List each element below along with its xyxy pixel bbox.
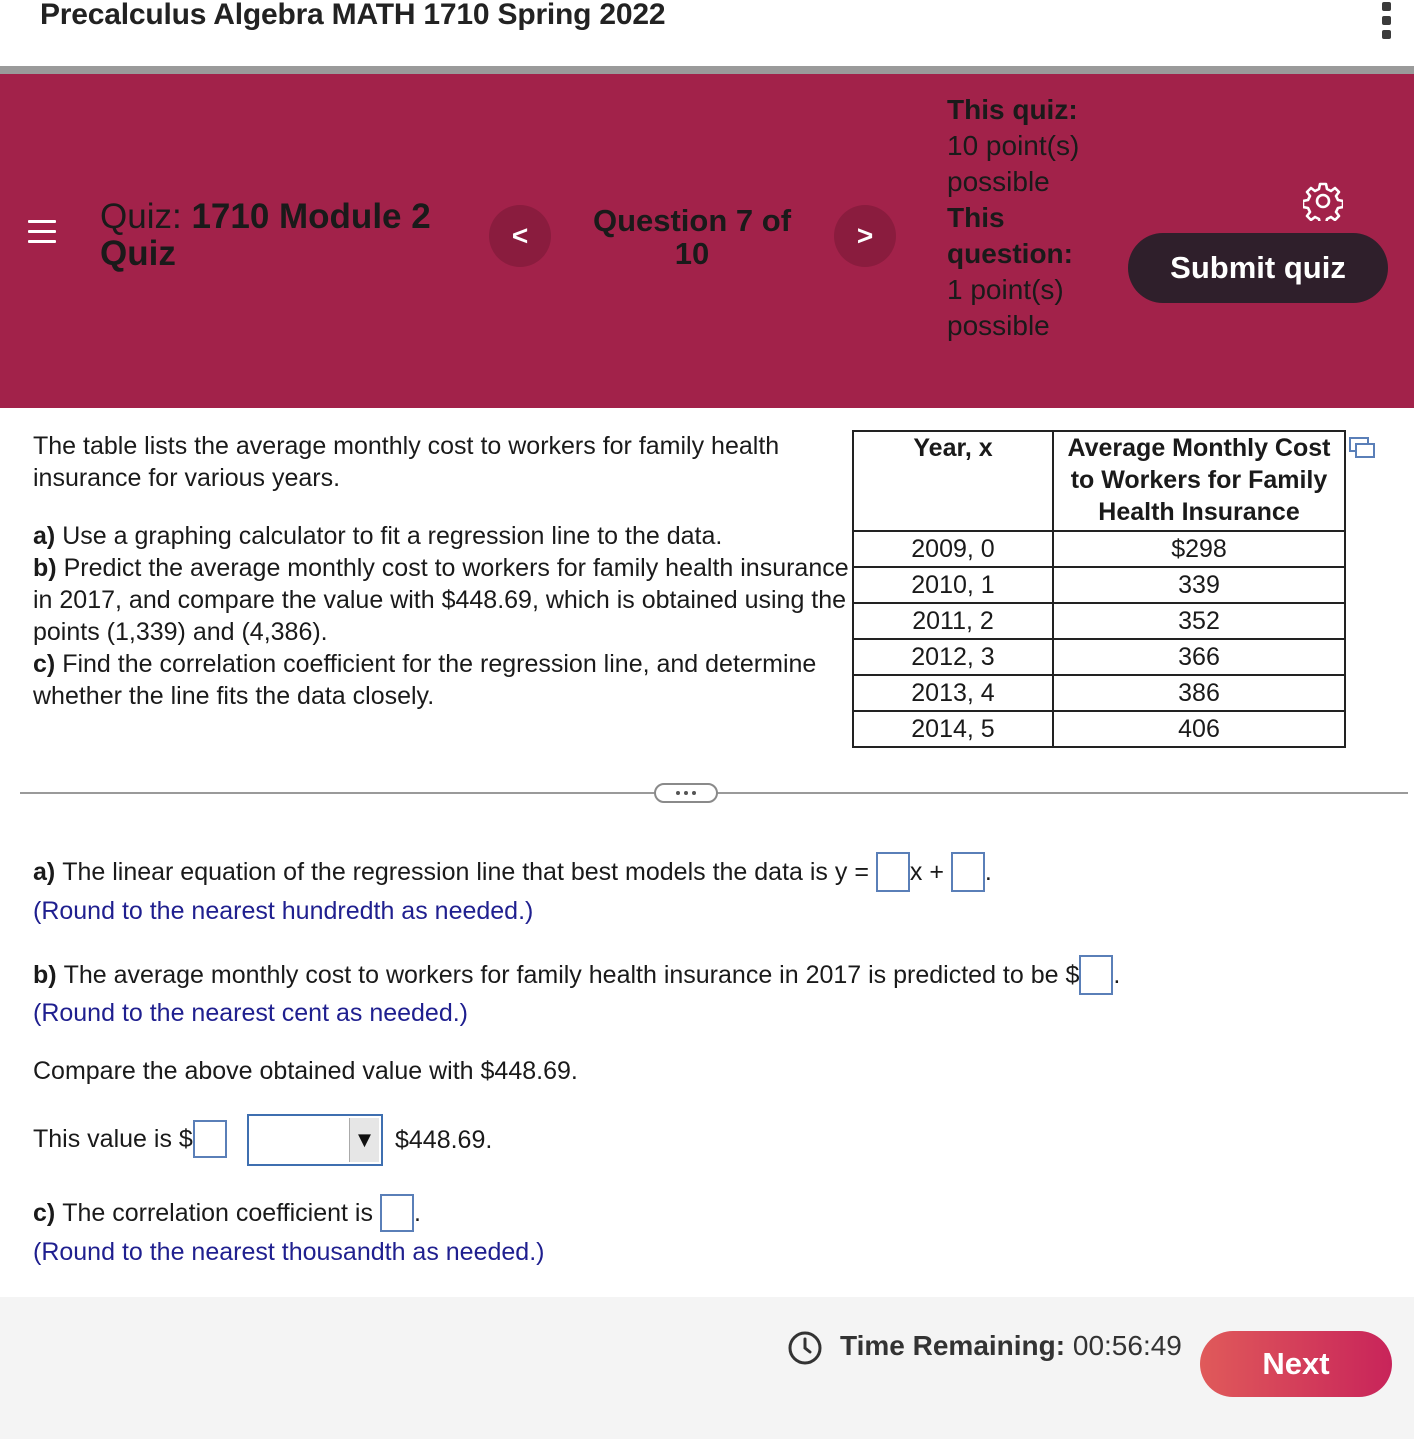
correlation-input[interactable]	[380, 1194, 414, 1232]
problem-intro: The table lists the average monthly cost to workers for family health insurance for various years.	[33, 432, 780, 492]
answer-c-hint: (Round to the nearest thousandth as needed.)	[33, 1238, 545, 1266]
next-question-button[interactable]	[834, 205, 896, 267]
problem-part-c: c) Find the correlation coefficient for the regression line, and determine whether the line fits the data closely.	[33, 650, 817, 710]
data-table	[852, 430, 1346, 748]
answer-b-end: .	[1113, 960, 1121, 989]
quiz-name: 1710 Module 2 Quiz	[100, 197, 431, 273]
table-row	[853, 603, 1345, 639]
answer-b-text: The average monthly cost to workers for family health insurance in 2017 is predicted to be $	[63, 960, 1080, 989]
chevron-right-icon: >	[856, 220, 874, 251]
answer-part-a	[33, 852, 992, 892]
points-info	[947, 92, 1107, 344]
more-options-icon[interactable]	[1382, 2, 1392, 39]
compare-value-input[interactable]	[193, 1120, 227, 1158]
clock-icon	[787, 1330, 823, 1366]
compare-text: Compare the above obtained value with $448.69.	[33, 1057, 578, 1085]
settings-gear-icon[interactable]	[1303, 181, 1343, 221]
question-counter: Question 7 of 10	[592, 203, 792, 271]
question-points-value: 1 point(s) possible	[947, 274, 1064, 341]
table-cell-year: 2014, 5	[853, 711, 1053, 747]
intercept-input[interactable]	[951, 852, 985, 892]
copy-table-icon[interactable]	[1349, 437, 1375, 459]
answer-c-label: c)	[33, 1198, 56, 1227]
table-cell-cost: 339	[1053, 567, 1345, 603]
dropdown-arrow-icon[interactable]: ▼	[349, 1118, 379, 1162]
chevron-left-icon: <	[511, 220, 529, 251]
quiz-points-value: 10 point(s) possible	[947, 130, 1080, 197]
table-row	[853, 639, 1345, 675]
answer-a-mid: x +	[909, 857, 944, 886]
table-row	[853, 675, 1345, 711]
table-cell-year: 2012, 3	[853, 639, 1053, 675]
table-cell-cost: 366	[1053, 639, 1345, 675]
slope-input[interactable]	[876, 852, 910, 892]
problem-part-a: a) Use a graphing calculator to fit a regression line to the data.	[33, 522, 723, 550]
time-remaining	[840, 1330, 1182, 1362]
answer-part-b	[33, 955, 1120, 995]
submit-quiz-button[interactable]: Submit quiz	[1128, 233, 1388, 303]
table-cell-cost: 406	[1053, 711, 1345, 747]
problem-statement	[33, 430, 853, 712]
time-remaining-label: Time Remaining:	[840, 1330, 1066, 1361]
table-cell-cost: 352	[1053, 603, 1345, 639]
table-row	[853, 531, 1345, 567]
table-cell-year: 2013, 4	[853, 675, 1053, 711]
answer-a-hint: (Round to the nearest hundredth as needed.)	[33, 897, 534, 925]
answer-c-end: .	[413, 1198, 421, 1227]
course-title: Precalculus Algebra MATH 1710 Spring 2022	[40, 0, 666, 31]
next-button[interactable]: Next	[1200, 1331, 1392, 1397]
time-remaining-value: 00:56:49	[1072, 1330, 1182, 1361]
answer-b-label: b)	[33, 960, 57, 989]
table-row	[853, 711, 1345, 747]
table-header-year: Year, x	[853, 431, 1053, 531]
answer-part-c	[33, 1194, 421, 1232]
answer-b-hint: (Round to the nearest cent as needed.)	[33, 999, 469, 1027]
table-cell-cost: 386	[1053, 675, 1345, 711]
previous-question-button[interactable]	[489, 205, 551, 267]
comparison-dropdown[interactable]	[247, 1114, 383, 1166]
answer-a-label: a)	[33, 857, 56, 886]
table-row	[853, 567, 1345, 603]
compare-row	[33, 1120, 227, 1158]
predicted-cost-input[interactable]	[1079, 955, 1113, 995]
question-points-label: This question:	[947, 202, 1073, 269]
quiz-prefix: Quiz:	[100, 197, 182, 236]
value-suffix: $448.69.	[395, 1126, 493, 1154]
quiz-title	[100, 198, 480, 272]
table-cell-year: 2011, 2	[853, 603, 1053, 639]
table-cell-year: 2010, 1	[853, 567, 1053, 603]
expand-more-button[interactable]	[654, 783, 718, 803]
value-prefix: This value is $	[33, 1124, 193, 1153]
answer-a-text: The linear equation of the regression line that best models the data is y =	[62, 857, 869, 886]
menu-icon[interactable]	[28, 220, 56, 243]
table-header-cost: Average Monthly Cost to Workers for Family Health Insurance	[1053, 431, 1345, 531]
problem-part-b: b) Predict the average monthly cost to workers for family health insurance in 2017, and compare the value with $448.69, which is obtained using the points (1,339) and (4,386).	[33, 554, 849, 646]
top-divider	[0, 66, 1414, 74]
answer-a-end: .	[984, 857, 992, 886]
answer-c-text: The correlation coefficient is	[62, 1198, 373, 1227]
table-cell-cost: $298	[1053, 531, 1345, 567]
table-cell-year: 2009, 0	[853, 531, 1053, 567]
quiz-points-label: This quiz:	[947, 94, 1078, 125]
